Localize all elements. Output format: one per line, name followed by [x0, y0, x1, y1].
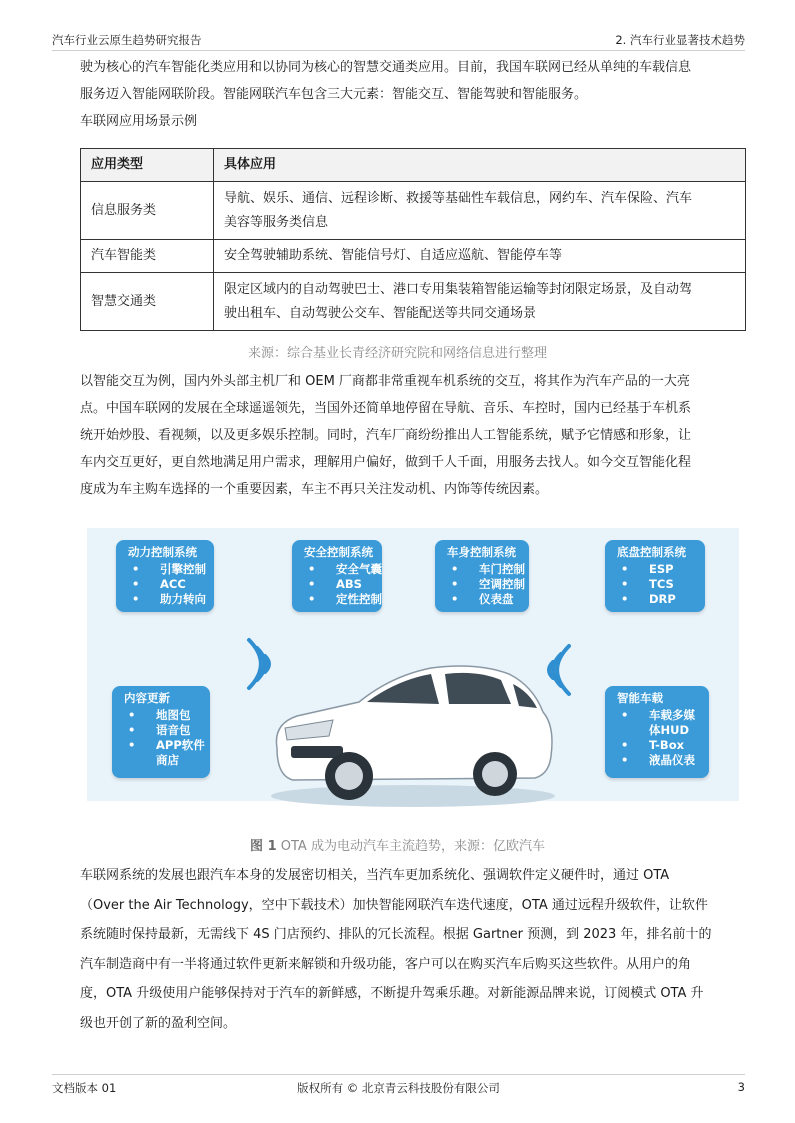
text-line: 统开始炒股、看视频，以及更多娱乐控制。同时，汽车厂商纷纷推出人工智能系统，赋予它情感和形象，让: [80, 428, 692, 443]
interaction-paragraph: [80, 368, 750, 503]
cell-apps: [214, 273, 746, 331]
cell-apps: [214, 240, 746, 273]
header-cell-type: 应用类型: [81, 149, 214, 182]
table-row: [81, 273, 746, 331]
card-power-control: [116, 540, 214, 612]
card-safety-control: [292, 540, 382, 612]
header-cell-apps: 具体应用: [214, 149, 746, 182]
text-line: 系统随时保持最新，无需线下 4S 门店预约、排队的冗长流程。根据 Gartner 预测，到 2023 年，排名前十的: [80, 927, 712, 942]
card-item-continued: 商店: [156, 753, 179, 767]
card-title: 动力控制系统: [128, 545, 197, 559]
card-title: 底盘控制系统: [617, 545, 686, 559]
card-item: • ABS: [336, 577, 382, 592]
cell-type: 信息服务类: [81, 182, 214, 240]
text-line: 车内交互更好，更自然地满足用户需求，理解用户偏好，做到千人千面，用服务去找人。如今交互智能化程: [80, 455, 692, 470]
ota-paragraph: [80, 861, 750, 1038]
card-title: 智能车载: [617, 691, 663, 705]
card-smart-vehicle: [605, 686, 709, 778]
card-list: [435, 562, 529, 607]
card-list: [292, 562, 382, 607]
card-item: • 安全气囊: [336, 562, 382, 577]
card-item: • T-Box: [649, 738, 709, 753]
table-header-row: [81, 149, 746, 182]
table-source: 来源：综合基业长青经济研究院和网络信息进行整理: [247, 346, 547, 361]
card-list: [605, 562, 705, 607]
card-list: [112, 708, 210, 768]
text-line: （Over the Air Technology，空中下载技术）加快智能网联汽车迭代速度，OTA 通过远程升级软件，让软件: [80, 897, 708, 913]
cell-line: 导航、娱乐、通信、远程诊断、救援等基础性车载信息，网约车、汽车保险、汽车: [224, 190, 693, 206]
header-section-title: 2. 汽车行业显著技术趋势: [615, 33, 745, 47]
document-version: 文档版本 01: [52, 1081, 117, 1095]
card-item: • ACC: [160, 577, 214, 592]
card-item: • 液晶仪表: [649, 753, 709, 768]
figure-caption-text: OTA 成为电动汽车主流趋势，来源：亿欧汽车: [276, 839, 545, 854]
card-item: • 定性控制: [336, 592, 382, 607]
text-line: 驶为核心的汽车智能化类应用和以协同为核心的智慧交通类应用。目前，我国车联网已经从单纯的车载信息: [80, 60, 692, 75]
card-list: [605, 708, 709, 768]
signal-right-icon: [539, 640, 589, 700]
card-item: • 地图包: [156, 708, 210, 723]
card-item: • 车门控制: [479, 562, 529, 577]
card-list: [116, 562, 214, 607]
card-chassis-control: [605, 540, 705, 612]
cell-type: 汽车智能类: [81, 240, 214, 273]
cell-line: 美容等服务类信息: [224, 214, 329, 230]
card-content-update: [112, 686, 210, 778]
card-title: 车身控制系统: [447, 545, 516, 559]
card-item: • 车载多媒: [649, 708, 709, 723]
table-row: [81, 240, 746, 273]
ota-figure: [87, 528, 739, 801]
cell-line: 安全驾驶辅助系统、智能信号灯、自适应巡航、智能停车等: [224, 248, 563, 263]
text-line: 汽车制造商中有一半将通过软件更新来解锁和升级功能，客户可以在购买汽车后购买这些软件。从用户的角: [80, 956, 692, 972]
page-footer: [52, 1074, 745, 1097]
card-item-continued: 体HUD: [649, 723, 690, 737]
application-table: [80, 148, 746, 331]
card-item: • DRP: [649, 592, 705, 607]
signal-left-icon: [229, 634, 279, 694]
figure-caption: [0, 835, 795, 854]
table-title: 车联网应用场景示例: [80, 114, 198, 129]
cell-type: 智慧交通类: [81, 273, 214, 331]
card-item: • TCS: [649, 577, 705, 592]
card-item: • APP软件: [156, 738, 210, 753]
card-title: 安全控制系统: [304, 545, 373, 559]
text-line: 度，OTA 升级使用户能够保持对于汽车的新鲜感，不断提升驾乘乐趣。对新能源品牌来说，订阅模式 OTA 升: [80, 986, 704, 1001]
card-item: • 空调控制: [479, 577, 529, 592]
card-title: 内容更新: [124, 691, 170, 705]
page-header: [52, 30, 745, 51]
card-item: • 仪表盘: [479, 592, 529, 607]
card-item: • 助力转向: [160, 592, 214, 607]
car-illustration: [263, 628, 563, 818]
header-report-title: 汽车行业云原生趋势研究报告: [52, 33, 202, 47]
page-number: 3: [737, 1080, 745, 1094]
figure-label: 图 1: [250, 839, 277, 854]
text-line: 度成为车主购车选择的一个重要因素，车主不再只关注发动机、内饰等传统因素。: [80, 482, 549, 497]
cell-line: 限定区域内的自动驾驶巴士、港口专用集装箱智能运输等封闭限定场景，及自动驾: [224, 281, 693, 297]
table-row: [81, 182, 746, 240]
copyright: 版权所有 © 北京青云科技股份有限公司: [297, 1081, 500, 1095]
text-line: 以智能交互为例，国内外头部主机厂和 OEM 厂商都非常重视车机系统的交互，将其作为汽车产品的一大亮: [80, 374, 690, 389]
card-item: • ESP: [649, 562, 705, 577]
cell-line: 驶出租车、自动驾驶公交车、智能配送等共同交通场景: [224, 305, 537, 321]
cell-apps: [214, 182, 746, 240]
text-line: 级也开创了新的盈利空间。: [80, 1015, 237, 1031]
text-line: 服务迈入智能网联阶段。智能网联汽车包含三大元素：智能交互、智能驾驶和智能服务。: [80, 87, 588, 102]
card-item: • 引擎控制: [160, 562, 214, 577]
text-line: 点。中国车联网的发展在全球遥遥领先，当国外还简单地停留在导航、音乐、车控时，国内已经基于车机系: [80, 401, 692, 416]
intro-paragraph: [80, 54, 750, 135]
text-line: 车联网系统的发展也跟汽车本身的发展密切相关，当汽车更加系统化、强调软件定义硬件时，通过 OTA: [80, 868, 670, 883]
card-body-control: [435, 540, 529, 612]
card-item: • 语音包: [156, 723, 210, 738]
